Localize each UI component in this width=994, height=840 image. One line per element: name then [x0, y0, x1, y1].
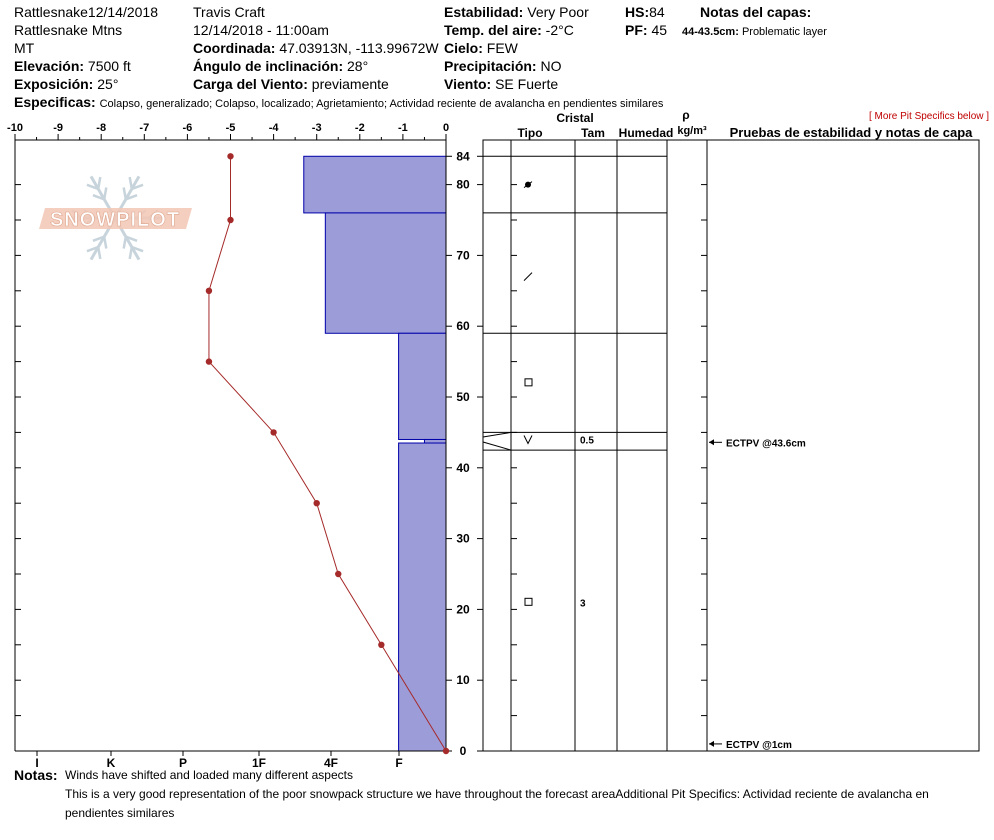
notes-line-1: Winds have shifted and loaded many different aspects — [65, 768, 353, 782]
hardness-label: 1F — [251, 756, 267, 770]
snowflake-branch — [124, 237, 126, 249]
notes-line-2: This is a very good representation of the poor snowpack structure we have throughout the forecast areaAdditional Pit Specifics: Actividad reciente de avalancha en pendientes similares — [65, 787, 929, 820]
height-label: 50 — [456, 390, 470, 404]
wind: Viento: SE Fuerte — [444, 76, 559, 92]
hardness-bar — [325, 213, 446, 333]
slope-angle: Ángulo de inclinación: 28° — [193, 58, 369, 74]
crystal-symbol — [525, 379, 532, 386]
precipitation: Precipitación: NO — [444, 58, 562, 74]
test-arrowhead — [709, 741, 714, 747]
state: MT — [14, 40, 35, 56]
crystal-symbol — [524, 273, 532, 281]
temp-tick-label: 0 — [442, 122, 450, 134]
hardness-label: I — [35, 756, 39, 770]
temp-tick-label: -7 — [139, 122, 150, 134]
datetime: 12/14/2018 - 11:00am — [193, 22, 329, 38]
specifics: Especificas: Colapso, generalizado; Colapso, localizado; Agrietamiento; Actividad reciente de avalancha en pendientes similares — [14, 94, 664, 110]
temperature-point — [206, 288, 212, 294]
range-name: Rattlesnake Mtns — [14, 22, 123, 38]
temp-tick-label: -2 — [354, 122, 365, 134]
hardness-label: F — [395, 756, 403, 770]
temperature-point — [227, 153, 233, 159]
observer: Travis Craft — [193, 4, 265, 20]
sky: Cielo: FEW — [444, 40, 518, 56]
temp-tick-label: -6 — [182, 122, 193, 134]
elevation: Elevación: 7500 ft — [14, 58, 131, 74]
temperature-point — [378, 642, 384, 648]
snowpilot-logo — [39, 176, 192, 259]
tests-header: Pruebas de estabilidad y notas de capa — [729, 125, 973, 140]
snowflake-branch — [104, 237, 106, 249]
pf: PF: 45 — [625, 22, 668, 38]
crystal-size: 0.5 — [580, 435, 594, 447]
stability-test-label: ECTPV @1cm — [726, 739, 792, 751]
humidity-header: Humedad — [618, 126, 674, 140]
crystal-size: 3 — [580, 598, 586, 610]
density-header: kg/m³ — [677, 125, 707, 137]
layer-connector — [483, 432, 511, 437]
notes-label: Notas: — [14, 767, 58, 783]
layer-notes-title: Notas del capas: — [700, 4, 812, 20]
hardness-bar — [399, 333, 446, 439]
wind-loading: Carga del Viento: previamente — [193, 76, 389, 92]
logo-text: SNOWPILOT — [49, 209, 181, 231]
snowflake-branch — [98, 247, 100, 259]
height-label: 60 — [456, 319, 470, 334]
snowflake-branch — [98, 177, 100, 189]
height-label: 70 — [456, 248, 470, 263]
height-label: 80 — [456, 177, 470, 192]
height-label: 20 — [456, 602, 470, 617]
aspect: Exposición: 25° — [14, 76, 119, 92]
test-arrowhead — [709, 439, 714, 445]
height-label: 84 — [456, 149, 470, 164]
size-header: Tam — [581, 126, 605, 140]
type-header: Tipo — [517, 126, 543, 140]
temperature-point — [270, 429, 276, 435]
temp-tick-label: -8 — [96, 122, 107, 134]
layer-connector — [483, 442, 511, 450]
crystal-header: Cristal — [556, 111, 594, 125]
more-pit-specifics-link[interactable]: [ More Pit Specifics below ] — [869, 111, 990, 122]
coordinates: Coordinada: 47.03913N, -113.99672W — [193, 40, 439, 56]
stability-test-label: ECTPV @43.6cm — [726, 438, 806, 450]
rho-header: ρ — [682, 108, 690, 122]
hardness-bar — [304, 156, 446, 213]
temperature-point — [443, 748, 449, 754]
stability: Estabilidad: Very Poor — [444, 4, 589, 20]
temp-tick-label: -1 — [398, 122, 408, 134]
hardness-bars — [304, 156, 446, 751]
snowflake-branch — [124, 187, 126, 199]
layer-table — [483, 108, 979, 751]
snowflake-branch — [104, 187, 106, 199]
temp-tick-label: -4 — [268, 122, 279, 134]
hardness-bar — [399, 443, 446, 751]
hardness-label: K — [106, 756, 116, 770]
crystal-symbol — [525, 598, 532, 605]
snowflake-branch — [130, 177, 132, 189]
hardness-label: 4F — [323, 756, 339, 770]
height-label: 30 — [456, 531, 470, 546]
hardness-bar — [424, 439, 446, 443]
height-label: 10 — [456, 673, 470, 688]
temp-tick-label: -10 — [7, 122, 23, 134]
temp-tick-label: -5 — [225, 122, 236, 134]
temp-tick-label: -3 — [311, 122, 322, 134]
temperature-point — [314, 500, 320, 506]
temperature-point — [227, 217, 233, 223]
snowflake-branch — [130, 247, 132, 259]
height-label: 0 — [459, 744, 467, 758]
hardness-label: P — [178, 756, 188, 770]
air-temp: Temp. del aire: -2°C — [444, 22, 574, 38]
height-label: 40 — [456, 460, 470, 475]
pit-name: Rattlesnake12/14/2018 — [14, 4, 158, 20]
temperature-point — [206, 358, 212, 364]
layer-note: 44-43.5cm: Problematic layer — [682, 26, 827, 38]
temperature-point — [335, 571, 341, 577]
temp-tick-label: -9 — [53, 122, 63, 134]
hs: HS:84 — [625, 4, 665, 20]
crystal-symbol — [524, 435, 532, 443]
